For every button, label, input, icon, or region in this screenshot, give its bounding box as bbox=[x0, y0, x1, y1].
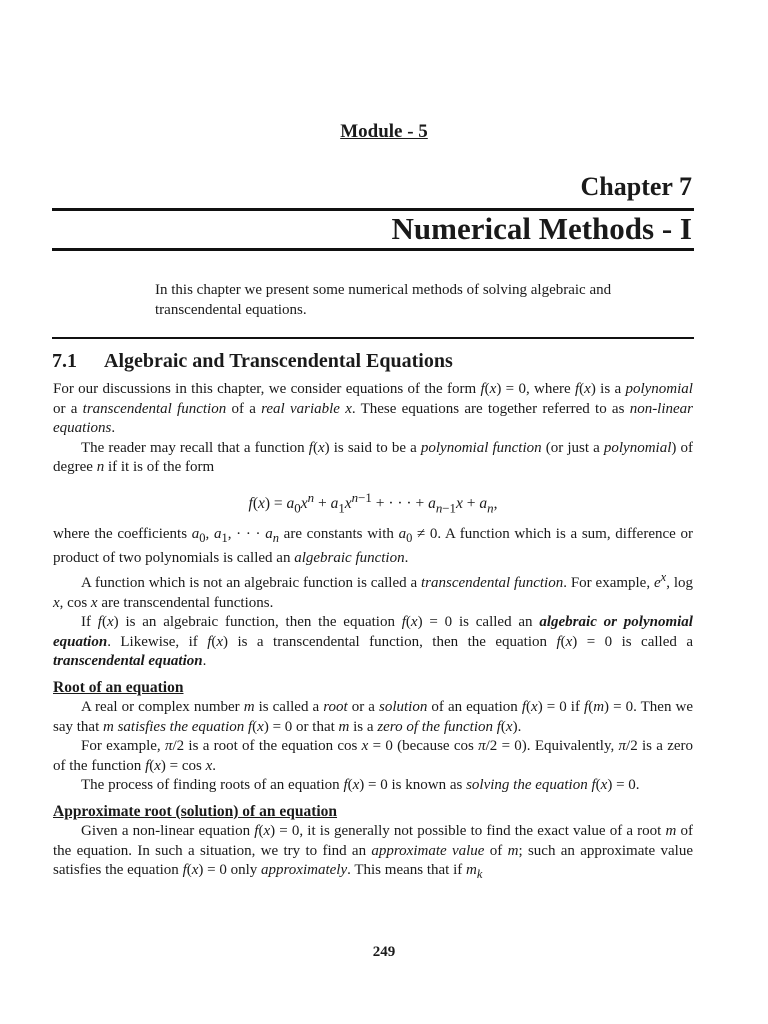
paragraph: If f(x) is an algebraic function, then the equation f(x) = 0 is called an algebraic or polynomial equation. Likewise, if f(x) is a transcendental function, then the equation f(x) = 0 is called a transcendental equation. bbox=[53, 614, 693, 670]
section-title: Algebraic and Transcendental Equations bbox=[104, 350, 453, 372]
title-rule bbox=[52, 248, 694, 251]
paragraph: For example, π/2 is a root of the equation cos x = 0 (because cos π/2 = 0). Equivalently, π/2 is a zero of the function f(x) = cos x. bbox=[53, 738, 694, 774]
paragraph: For our discussions in this chapter, we consider equations of the form f(x) = 0, where f(x) is a polynomial or a transcendental function of a real variable x. These equations are together referred to as non-linear equations. bbox=[53, 381, 694, 436]
paragraph: The reader may recall that a function f(x) is said to be a polynomial function (or just a polynomial) of degree n if it is of the form bbox=[53, 439, 693, 475]
chapter-label: Chapter 7 bbox=[580, 172, 692, 201]
intro-rule bbox=[52, 337, 694, 339]
page-number: 249 bbox=[372, 944, 396, 960]
module-heading: Module - 5 bbox=[340, 121, 428, 142]
chapter-title: Numerical Methods - I bbox=[391, 211, 692, 246]
paragraph: A real or complex number m is called a root or a solution of an equation f(x) = 0 if f(m) = 0. Then we say that m satisfies the equation f(x) = 0 or that m is a zero of the function f(x). bbox=[53, 699, 693, 735]
section-number: 7.1 bbox=[52, 350, 77, 372]
section-heading bbox=[52, 350, 453, 373]
chapter-intro: In this chapter we present some numerical methods of solving algebraic and transcendental equations. bbox=[155, 282, 612, 318]
body-text bbox=[53, 380, 693, 885]
paragraph: Given a non-linear equation f(x) = 0, it is generally not possible to find the exact value of a root m of the equation. In such a situation, we try to find an approximate value of m; such an approximate value satisfies the equation f(x) = 0 only approximately. This means that if $m_k$ bbox=[53, 823, 694, 882]
paragraph: The process of finding roots of an equation f(x) = 0 is known as solving the equation f(x) = 0. bbox=[81, 777, 640, 794]
paragraph: A function which is not an algebraic function is called a transcendental function. For example, $e^x$, log x, cos x are transcendental functions. bbox=[53, 570, 693, 611]
paragraph: where the coefficients $a_0$, $a_1$, · · · $a_n$ are constants with $a_0 \ne 0$. A function which is a sum, difference or product of two polynomials is called an algebraic function. bbox=[53, 526, 693, 566]
subheading-approximate-root: Approximate root (solution) of an equation bbox=[53, 802, 338, 820]
subheading-root: Root of an equation bbox=[53, 678, 184, 696]
polynomial-equation: $f(x) = a_0x^n + a_1x^{n-1}$ + · · · + $a_{n-1}x + a_n$, bbox=[248, 489, 498, 515]
